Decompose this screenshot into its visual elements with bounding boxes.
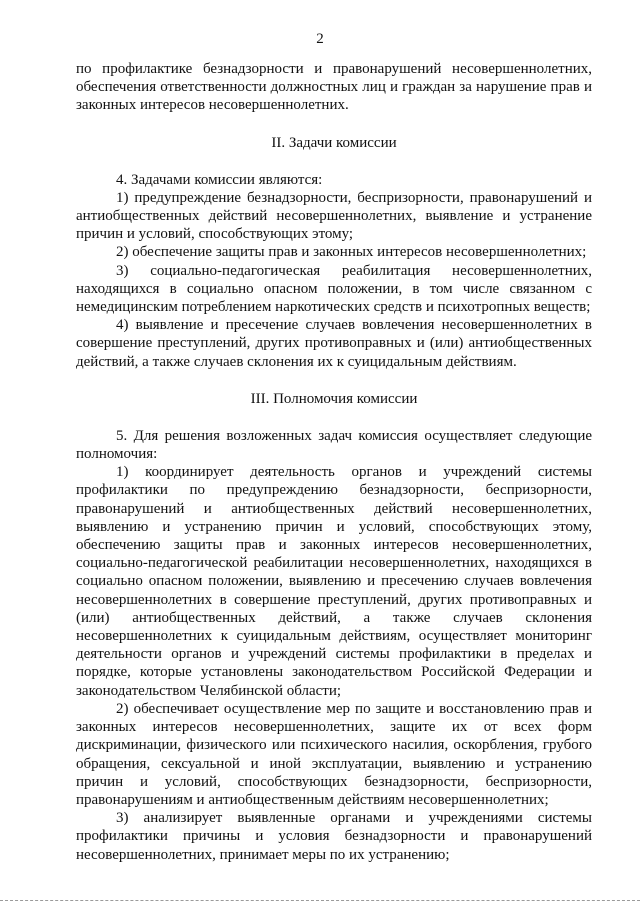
paragraph-task-3: 3) социально-педагогическая реабилитация несовершеннолетних, находящихся в социально опасном положении, в том числе связанном с немедицинским потреблением наркотических средств и психотропных веществ;: [76, 262, 592, 316]
section-heading-powers: III. Полномочия комиссии: [250, 390, 418, 407]
paragraph-task-1: 1) предупреждение безнадзорности, беспризорности, правонарушений и антиобщественных действий несовершеннолетних, выявление и устранение причин и условий, способствующих этому;: [76, 189, 592, 243]
paragraph-tasks-intro: 4. Задачами комиссии являются:: [116, 171, 323, 188]
paragraph-power-2: 2) обеспечивает осуществление мер по защите и восстановлению прав и законных интересов несовершеннолетних, защите их от всех форм дискриминации, физического или психического насилия, оскорбления, грубого обращения, сексуальной и иной эксплуатации, выявлению и устранению причин и условий, способствующих безнадзорности, беспризорности, правонарушениям и антиобщественным действиям несовершеннолетних;: [76, 700, 592, 808]
paragraph-power-3: 3) анализирует выявленные органами и учреждениями системы профилактики причины и условия безнадзорности и правонарушений несовершеннолетних, принимает меры по их устранению;: [76, 810, 592, 863]
intro-paragraph: по профилактике безнадзорности и правонарушений несовершеннолетних, обеспечения ответственности должностных лиц и граждан за нарушение прав и законных интересов несовершеннолетних.: [76, 61, 592, 114]
section-heading-tasks: II. Задачи комиссии: [271, 134, 397, 151]
scan-bottom-edge: [0, 900, 640, 902]
page-number: 2: [316, 31, 324, 47]
paragraph-task-4: 4) выявление и пресечение случаев вовлечения несовершеннолетних в совершение преступлений, других противоправных и (или) антиобщественных действий, а также случаев склонения их к суицидальным действиям.: [76, 317, 592, 370]
paragraph-power-1: 1) координирует деятельность органов и учреждений системы профилактики по предупреждению безнадзорности, беспризорности, правонарушений и антиобщественных действий несовершеннолетних, выявлению и устранению причин и условий, способствующих этому, обеспечению защиты прав и законных интересов несовершеннолетних, социально-педагогической реабилитации несовершеннолетних, находящихся в социально опасном положении, выявлению и пресечению случаев вовлечения несовершеннолетних в совершение преступлений, других противоправных и (или) антиобщественных действий, а также случаев склонения несовершеннолетних к суицидальным действиям, осуществляет мониторинг деятельности органов и учреждений системы профилактики в пределах и порядке, которые установлены законодательством Российской Федерации и законодательством Челябинской области;: [76, 464, 592, 699]
document-body: [76, 60, 592, 864]
paragraph-task-2: 2) обеспечение защиты прав и законных интересов несовершеннолетних;: [116, 244, 587, 261]
paragraph-powers-intro: 5. Для решения возложенных задач комиссия осуществляет следующие полномочия:: [76, 427, 592, 463]
